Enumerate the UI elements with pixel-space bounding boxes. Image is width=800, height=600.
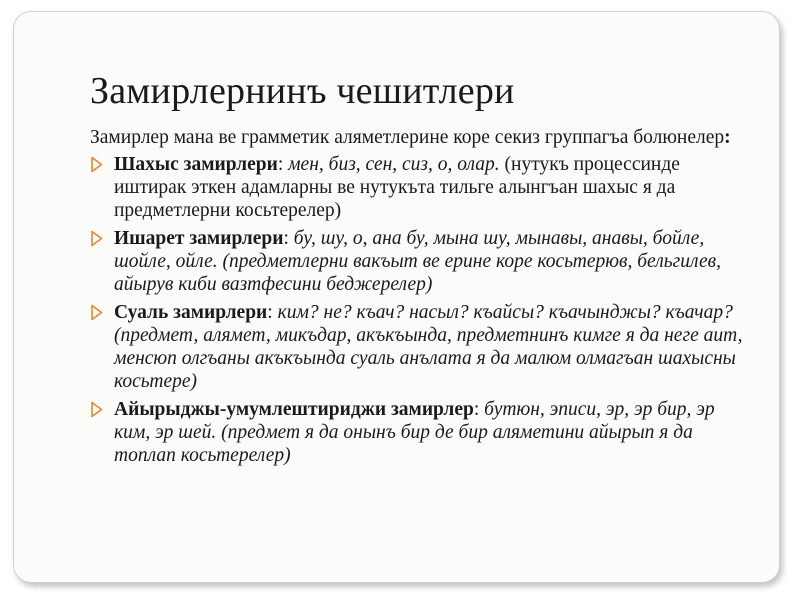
bullet-examples: бу, шу, о, ана бу, мына шу, мынавы, анавы, бойле, шойле, ойле. (предметлерни вакъыт ве ерине коре косьтерюв, бельгилев, айырув киби вазтфесини беджерелер) [114, 228, 721, 295]
bullet-separator: : [277, 154, 289, 175]
bullet-separator: : [473, 399, 485, 420]
bullet-term: Айырыджы-умумлештириджи замирлер [114, 399, 474, 420]
bullet-term: Шахыс замирлери [114, 154, 278, 175]
bullet-icon [90, 156, 104, 173]
slide-content [90, 68, 750, 472]
bullet-note: (нутукъ процессинде иштирак эткен адамларны ве нутукъта тильге алынгъан шахыс я да предметлерни косьтерелер) [114, 154, 680, 221]
bullet-separator: : [267, 302, 278, 323]
bullet-term: Суаль замирлери [114, 302, 268, 323]
list-item [90, 301, 750, 393]
intro-colon: : [724, 127, 731, 148]
bullet-icon [90, 304, 104, 321]
bullet-separator: : [283, 228, 294, 249]
bullet-list [90, 153, 750, 467]
slide-title: Замирлернинъ чешитлери [90, 70, 515, 112]
list-item [90, 227, 750, 296]
bullet-icon [90, 401, 104, 418]
bullet-examples: бутюн, эписи, эр, эр бир, эр ким, эр шей. (предмет я да онынъ бир де бир аляметини айырып я да топлап косьтерелер) [114, 399, 715, 466]
intro-paragraph [90, 126, 750, 149]
bullet-icon [90, 230, 104, 247]
bullet-term: Ишарет замирлери [114, 228, 284, 249]
bullet-examples: мен, биз, сен, сиз, о, олар. [288, 154, 500, 175]
intro-text: Замирлер мана ве грамметик аляметлерине коре секиз группагъа болюнелер [90, 127, 725, 148]
bullet-examples: ким? не? къач? насыл? къайсы? къачынджы? къачар? (предмет, алямет, микъдар, акъкъында, предметнинъ кимге я да неге аит, менсюп олгъаны акъкъында суаль анълата я да малюм олмагъан шахысны косьтере) [114, 302, 743, 392]
list-item [90, 153, 750, 222]
list-item [90, 398, 750, 467]
